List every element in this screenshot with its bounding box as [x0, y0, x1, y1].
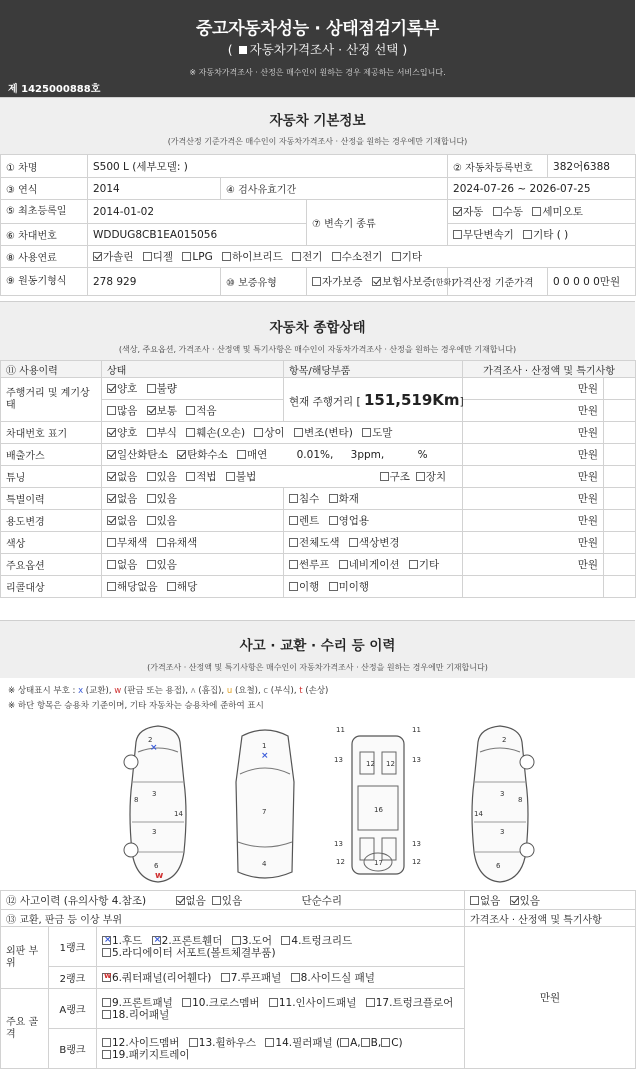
rear-panel-checkbox[interactable] — [102, 1010, 111, 1019]
status-table — [0, 360, 636, 598]
rankB-items: 12.사이드멤버 13.휠하우스 14.필러패널 ( A, B, C) 19.패키지트레이 — [97, 1029, 465, 1069]
recall-notdone-checkbox[interactable] — [329, 582, 338, 591]
special-none-checkbox[interactable] — [107, 494, 116, 503]
year-label: ③ 연식 — [1, 178, 88, 200]
fuel-gasoline-checkbox[interactable] — [93, 252, 102, 261]
accident-label: ⑫ 사고이력 (유의사항 4.참조) — [6, 894, 147, 907]
wheel-house-checkbox[interactable] — [189, 1038, 198, 1047]
diagram-label-11a: 11 — [336, 726, 345, 734]
tuning-legal-checkbox[interactable] — [186, 472, 195, 481]
diagram-label-13b: 13 — [412, 756, 421, 764]
tuning-yes-checkbox[interactable] — [147, 472, 156, 481]
accident-title: 사고 · 교환 · 수리 등 이력 — [239, 638, 396, 654]
usage-none-checkbox[interactable] — [107, 516, 116, 525]
package-tray-checkbox[interactable] — [102, 1050, 111, 1059]
pillar-a-checkbox[interactable] — [340, 1038, 349, 1047]
report-title: 중고자동차성능 · 상태점검기록부 — [195, 19, 440, 39]
report-subtitle: ( 자동차가격조사 · 산정 선택 ) — [227, 42, 408, 57]
mileage-opts2: 많음 보통 적음 — [102, 400, 284, 422]
tuning-none-checkbox[interactable] — [107, 472, 116, 481]
rank2-label: 2랭크 — [49, 967, 97, 989]
accident-yes-checkbox[interactable] — [212, 896, 221, 905]
tuning-label: 튜닝 — [1, 466, 102, 488]
special-opts2: 침수 화재 — [284, 488, 463, 510]
color-opts: 무채색 유채색 — [102, 532, 284, 554]
diagram-label-13a: 13 — [334, 756, 343, 764]
special-flood-checkbox[interactable] — [289, 494, 298, 503]
legend-note: ※ 하단 항목은 승용차 기준이며, 기타 자동차는 승용차에 준하여 표시 — [8, 701, 264, 711]
usage-opts2: 렌트 영업용 — [284, 510, 463, 532]
warranty-label: ⑩ 보증유형 — [221, 268, 307, 296]
diagram-label-12a: 12 — [366, 760, 375, 768]
usage-label: 용도변경 — [1, 510, 102, 532]
simple-yes-checkbox[interactable] — [510, 896, 519, 905]
special-label: 특별이력 — [1, 488, 102, 510]
tuning-price: 만원 — [463, 466, 604, 488]
hood-checkbox[interactable] — [102, 936, 111, 945]
emission-co-checkbox[interactable] — [107, 450, 116, 459]
mileage-price-1: 만원 — [463, 378, 604, 400]
trunk-floor-checkbox[interactable] — [366, 998, 375, 1007]
diagram-label-12c: 12 — [336, 858, 345, 866]
recall-yes-checkbox[interactable] — [167, 582, 176, 591]
trans-opts-row1: 자동 수동 세미오토 — [448, 200, 636, 224]
trans-semi-checkbox[interactable] — [532, 207, 541, 216]
option-other-checkbox[interactable] — [409, 560, 418, 569]
basic-info-table — [0, 154, 636, 296]
emission-price: 만원 — [463, 444, 604, 466]
color-achromatic-checkbox[interactable] — [107, 538, 116, 547]
tuning-opts: 없음 있음 적법 불법 구조 장치 — [102, 466, 463, 488]
document-number: 제 1425000888호 — [8, 84, 101, 95]
trans-manual-checkbox[interactable] — [493, 207, 502, 216]
status-title: 자동차 종합상태 — [269, 320, 366, 336]
emission-opts: 일산화탄소 탄화수소 매연 0.01%, 3ppm, % — [102, 444, 463, 466]
car-name-label: ① 차명 — [1, 155, 88, 178]
diagram-label-13c: 13 — [334, 840, 343, 848]
fuel-opts: 가솔린 디젤 LPG 하이브리드 전기 수소전기 기타 — [88, 246, 636, 268]
pillar-c-checkbox[interactable] — [381, 1038, 390, 1047]
vin-label: ⑥ 차대번호 — [1, 224, 88, 246]
usage-price: 만원 — [463, 510, 604, 532]
option-label: 주요옵션 — [1, 554, 102, 576]
trans-cvt-checkbox[interactable] — [453, 230, 462, 239]
outer-panel-label: 외판 부위 — [1, 927, 49, 989]
rankA-label: A랭크 — [49, 989, 97, 1029]
vinmark-damage-checkbox[interactable] — [186, 428, 195, 437]
rankA-items: 9.프론트패널 10.크로스멤버 11.인사이드패널 17.트렁크플로어 18.리어패널 — [97, 989, 465, 1029]
diagram-mark-w: w — [155, 871, 164, 881]
trunk-lid-checkbox[interactable] — [281, 936, 290, 945]
basic-info-section-header — [0, 97, 635, 154]
recall-label: 리콜대상 — [1, 576, 102, 598]
usage-rent-checkbox[interactable] — [289, 516, 298, 525]
diagram-label-17: 17 — [374, 859, 383, 867]
exchange-price: 만원 — [465, 927, 636, 1069]
basic-info-title: 자동차 기본정보 — [269, 113, 366, 129]
rank1-label: 1랭크 — [49, 927, 97, 967]
recall-opts2: 이행 미이행 — [284, 576, 463, 598]
trans-opts-row2: 무단변속기 기타 ( ) — [448, 224, 636, 246]
rank2-items: w 6.쿼터패널(리어휀다) 7.루프패널 8.사이드실 패널 — [97, 967, 465, 989]
front-fender-checkbox[interactable] — [152, 936, 161, 945]
item-header: 항목/해당부품 — [284, 361, 463, 378]
status-subtitle: (색상, 주요옵션, 가격조사 · 산정액 및 특기사항은 매수인이 자동차가격조사 · 산정을 원하는 경우에만 기재합니다) — [118, 345, 517, 354]
usage-opts: 없음 있음 — [102, 510, 284, 532]
diagram-label-2: 2 — [148, 736, 153, 744]
roof-panel-checkbox[interactable] — [221, 973, 230, 982]
diagram-label-11b: 11 — [412, 726, 421, 734]
tuning-structure-checkbox[interactable] — [380, 472, 389, 481]
quarter-panel-checkbox[interactable] — [102, 973, 111, 982]
diagram-label-3a: 3 — [152, 790, 157, 798]
car-top-diagram — [228, 722, 302, 886]
fuel-electric-checkbox[interactable] — [292, 252, 301, 261]
mileage-bad-checkbox[interactable] — [147, 384, 156, 393]
color-full-paint-checkbox[interactable] — [289, 538, 298, 547]
special-price: 만원 — [463, 488, 604, 510]
trans-auto-checkbox[interactable] — [453, 207, 462, 216]
mileage-many-checkbox[interactable] — [107, 406, 116, 415]
fuel-hydrogen-checkbox[interactable] — [332, 252, 341, 261]
front-panel-checkbox[interactable] — [102, 998, 111, 1007]
color-chromatic-checkbox[interactable] — [157, 538, 166, 547]
status-legend: ※ 상태표시 부호 : x (교환), w (판금 또는 용접), ʌ (흠집), u (요철), c (부식), t (손상) — [8, 686, 329, 696]
special-yes-checkbox[interactable] — [147, 494, 156, 503]
warranty-insurer-checkbox[interactable] — [372, 277, 381, 286]
simple-repair-opts: 없음 있음 — [465, 891, 636, 910]
accident-history-row: ⑫ 사고이력 (유의사항 4.참조) 없음 있음 단순수리 — [1, 891, 465, 910]
status-section-header — [0, 301, 635, 360]
vin-mark-price: 만원 — [463, 422, 604, 444]
vin-mark-opts: 양호 부식 훼손(오손) 상이 변조(변타) 도말 — [102, 422, 463, 444]
diagram-label-2r: 2 — [502, 736, 507, 744]
recall-opts: 해당없음 해당 — [102, 576, 284, 598]
main-frame-label: 주요 골격 — [1, 989, 49, 1069]
diagram-label-12d: 12 — [412, 858, 421, 866]
report-note: ※ 자동차가격조사 · 산정은 매수인이 원하는 경우 제공하는 서비스입니다. — [189, 68, 446, 77]
vinmark-forged-checkbox[interactable] — [294, 428, 303, 437]
side-member-checkbox[interactable] — [102, 1038, 111, 1047]
mileage-label: 주행거리 및 계기상태 — [1, 378, 102, 422]
diagram-label-3r2: 3 — [500, 828, 505, 836]
transmission-label: ⑦ 변속기 종류 — [307, 200, 448, 246]
option-price: 만원 — [463, 554, 604, 576]
mileage-current: 현재 주행거리 [ 151,519Km] — [284, 378, 463, 422]
diagram-label-4: 4 — [262, 860, 267, 868]
diagram-label-7: 7 — [262, 808, 267, 816]
price-label: 가격산정 기준가격 — [448, 268, 548, 296]
state-header: 상태 — [102, 361, 284, 378]
fuel-lpg-checkbox[interactable] — [182, 252, 191, 261]
accident-section-header — [0, 620, 635, 678]
diagram-label-6: 6 — [154, 862, 159, 870]
mileage-good-checkbox[interactable] — [107, 384, 116, 393]
warranty-opts: 자가보증 보험사보증[한화] — [307, 268, 448, 296]
inside-panel-checkbox[interactable] — [269, 998, 278, 1007]
color-change-checkbox[interactable] — [349, 538, 358, 547]
price-value: 0 0 0 0 0만원 — [548, 268, 636, 296]
inspect-period: 2024-07-26 ~ 2026-07-25 — [448, 178, 636, 200]
recall-na-checkbox[interactable] — [107, 582, 116, 591]
special-fire-checkbox[interactable] — [329, 494, 338, 503]
accident-table — [0, 890, 636, 1069]
car-frame-diagram — [330, 722, 426, 886]
emission-smoke-checkbox[interactable] — [237, 450, 246, 459]
tuning-illegal-checkbox[interactable] — [226, 472, 235, 481]
trans-other-checkbox[interactable] — [523, 230, 532, 239]
price-note-header: 가격조사 · 산정액 및 특기사항 — [463, 361, 636, 378]
color-label: 색상 — [1, 532, 102, 554]
first-reg-label: ⑤ 최초등록일 — [1, 200, 88, 224]
diagram-label-6r: 6 — [496, 862, 501, 870]
mileage-value: 151,519Km — [363, 390, 460, 409]
fuel-hybrid-checkbox[interactable] — [222, 252, 231, 261]
rankB-label: B랭크 — [49, 1029, 97, 1069]
reg-no: 382어6388 — [548, 155, 636, 178]
diagram-label-14r: 14 — [474, 810, 483, 818]
accident-subtitle: (가격조사 · 산정액 및 특기사항은 매수인이 자동차가격조사 · 산정을 원하는 경우에만 기재합니다) — [147, 663, 488, 672]
diagram-label-3r1: 3 — [500, 790, 505, 798]
inspect-label: ④ 검사유효기간 — [221, 178, 448, 200]
rank1-items: ×1.후드 × 2.프론트휀더 3.도어 4.트렁크리드 5.라디에이터 서포트(볼트체결부품) — [97, 927, 465, 967]
simple-repair-label: 단순수리 — [301, 894, 343, 907]
car-left-side-diagram — [118, 722, 198, 886]
exchange-label: ⑬ 교환, 판금 등 이상 부위 — [1, 910, 465, 927]
report-header — [0, 0, 635, 97]
vinmark-smear-checkbox[interactable] — [362, 428, 371, 437]
first-reg: 2014-01-02 — [88, 200, 307, 224]
simple-none-checkbox[interactable] — [470, 896, 479, 905]
diagram-label-13d: 13 — [412, 840, 421, 848]
basic-info-subtitle: (가격산정 기준가격은 매수인이 자동차가격조사 · 산정을 원하는 경우에만 기재합니다) — [167, 137, 468, 146]
tuning-device-checkbox[interactable] — [416, 472, 425, 481]
radiator-support-checkbox[interactable] — [102, 948, 111, 957]
mileage-few-checkbox[interactable] — [186, 406, 195, 415]
color-opts2: 전체도색 색상변경 — [284, 532, 463, 554]
diagram-label-1: 1 — [262, 742, 267, 750]
pillar-b-checkbox[interactable] — [361, 1038, 370, 1047]
mileage-price-2: 만원 — [463, 400, 604, 422]
diagram-label-8: 8 — [134, 796, 139, 804]
fuel-label: ⑧ 사용연료 — [1, 246, 88, 268]
option-sunroof-checkbox[interactable] — [289, 560, 298, 569]
option-navi-checkbox[interactable] — [339, 560, 348, 569]
option-none-checkbox[interactable] — [107, 560, 116, 569]
reg-no-label: ② 자동차등록번호 — [448, 155, 548, 178]
diagram-mark-x1: × — [150, 743, 158, 753]
diagram-label-14: 14 — [174, 810, 183, 818]
option-opts: 없음 있음 — [102, 554, 284, 576]
exchange-price-label: 가격조사 · 산정액 및 특기사항 — [465, 910, 636, 927]
vinmark-diff-checkbox[interactable] — [254, 428, 263, 437]
recall-done-checkbox[interactable] — [289, 582, 298, 591]
emission-label: 배출가스 — [1, 444, 102, 466]
engine-label: ⑨ 원동기형식 — [1, 268, 88, 296]
diagram-label-12b: 12 — [386, 760, 395, 768]
vinmark-rust-checkbox[interactable] — [147, 428, 156, 437]
engine: 278 929 — [88, 268, 221, 296]
diagram-label-8r: 8 — [518, 796, 523, 804]
option-opts2: 썬루프 네비게이션 기타 — [284, 554, 463, 576]
usage-history-header: ⑪ 사용이력 — [1, 361, 102, 378]
mileage-opts1: 양호 불량 — [102, 378, 284, 400]
side-sill-checkbox[interactable] — [291, 973, 300, 982]
color-price: 만원 — [463, 532, 604, 554]
fuel-diesel-checkbox[interactable] — [143, 252, 152, 261]
usage-business-checkbox[interactable] — [329, 516, 338, 525]
diagram-label-3b: 3 — [152, 828, 157, 836]
checkbox-filled-icon — [239, 46, 247, 54]
warranty-self-checkbox[interactable] — [312, 277, 321, 286]
car-name: S500 L (세부모델: ) — [88, 155, 448, 178]
option-yes-checkbox[interactable] — [147, 560, 156, 569]
usage-yes-checkbox[interactable] — [147, 516, 156, 525]
car-right-side-diagram — [460, 722, 540, 886]
diagram-label-16: 16 — [374, 806, 383, 814]
car-diagrams — [0, 722, 635, 890]
vinmark-good-checkbox[interactable] — [107, 428, 116, 437]
fuel-other-checkbox[interactable] — [392, 252, 401, 261]
door-checkbox[interactable] — [232, 936, 241, 945]
accident-none-checkbox[interactable] — [176, 896, 185, 905]
cross-member-checkbox[interactable] — [182, 998, 191, 1007]
emission-hc-checkbox[interactable] — [177, 450, 186, 459]
vin-mark-label: 차대번호 표기 — [1, 422, 102, 444]
pillar-panel-checkbox[interactable] — [265, 1038, 274, 1047]
mileage-normal-checkbox[interactable] — [147, 406, 156, 415]
special-opts: 없음 있음 — [102, 488, 284, 510]
diagram-mark-x2: × — [261, 751, 269, 761]
vin: WDDUG8CB1EA015056 — [88, 224, 307, 246]
year: 2014 — [88, 178, 221, 200]
